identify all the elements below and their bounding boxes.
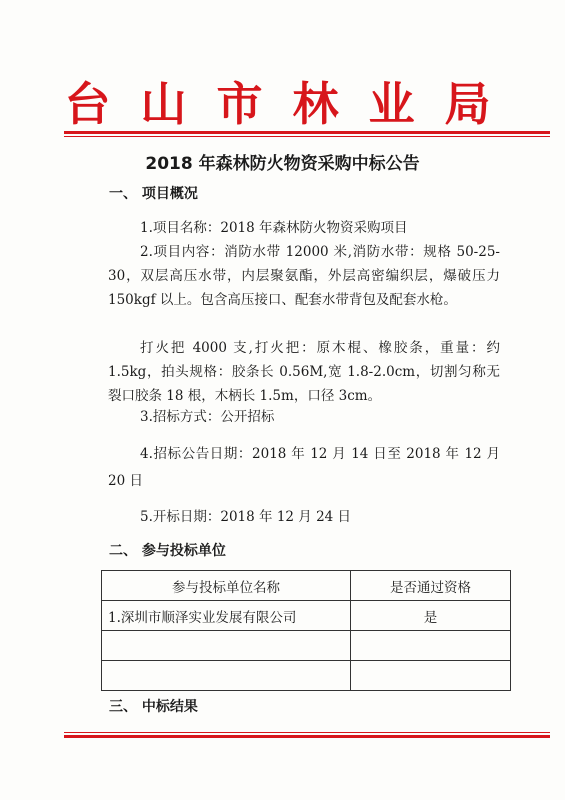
table-row — [102, 661, 511, 691]
table-header-name: 参与投标单位名称 — [102, 571, 351, 601]
section-heading-result: 三、 中标结果 — [109, 699, 198, 715]
table-cell-bidder-name — [102, 631, 351, 661]
table-cell-qualified — [351, 661, 511, 691]
item-opening-date: 5.开标日期：2018 年 12 月 24 日 — [140, 509, 352, 525]
table-header-row — [102, 571, 511, 601]
item-notice-dates: 4.招标公告日期：2018 年 12 月 14 日至 2018 年 12 月 20 日 — [108, 446, 500, 489]
item-bidding-method: 3.招标方式：公开招标 — [140, 409, 275, 425]
organization-header: 台山市林业局 — [64, 77, 521, 131]
header-divider-thin — [64, 136, 550, 137]
item-project-content: 2.项目内容：消防水带 12000 米,消防水带：规格 50-25-30，双层高压水带，内层聚氨酯，外层高密编织层，爆破压力 150kgf 以上。包含高压接口、配套水带背包及配套水枪。 — [108, 244, 500, 308]
header-divider-thick — [64, 131, 550, 134]
table-cell-qualified: 是 — [351, 601, 511, 631]
footer-divider-thick — [64, 735, 550, 738]
table-header-qualified: 是否通过资格 — [351, 571, 511, 601]
item-project-name: 1.项目名称：2018 年森林防火物资采购项目 — [140, 220, 408, 236]
table-cell-qualified — [351, 631, 511, 661]
table-cell-bidder-name: 1.深圳市顺泽实业发展有限公司 — [102, 601, 351, 631]
section-heading-bidders: 二、 参与投标单位 — [109, 543, 226, 559]
footer-divider-thin — [64, 732, 550, 733]
notice-title: 2018 年森林防火物资采购中标公告 — [145, 154, 420, 174]
item-fire-beater: 打火把 4000 支,打火把：原木棍、橡胶条，重量：约 1.5kg，拍头规格：胶条长 0.56M,宽 1.8-2.0cm，切割匀称无裂口胶条 18 根，木柄长 1.5m，口径 3cm。 — [108, 340, 500, 404]
table-row — [102, 601, 511, 631]
bidder-table — [101, 570, 511, 691]
section-heading-overview: 一、 项目概况 — [109, 186, 198, 202]
table-cell-bidder-name — [102, 661, 351, 691]
table-row — [102, 631, 511, 661]
